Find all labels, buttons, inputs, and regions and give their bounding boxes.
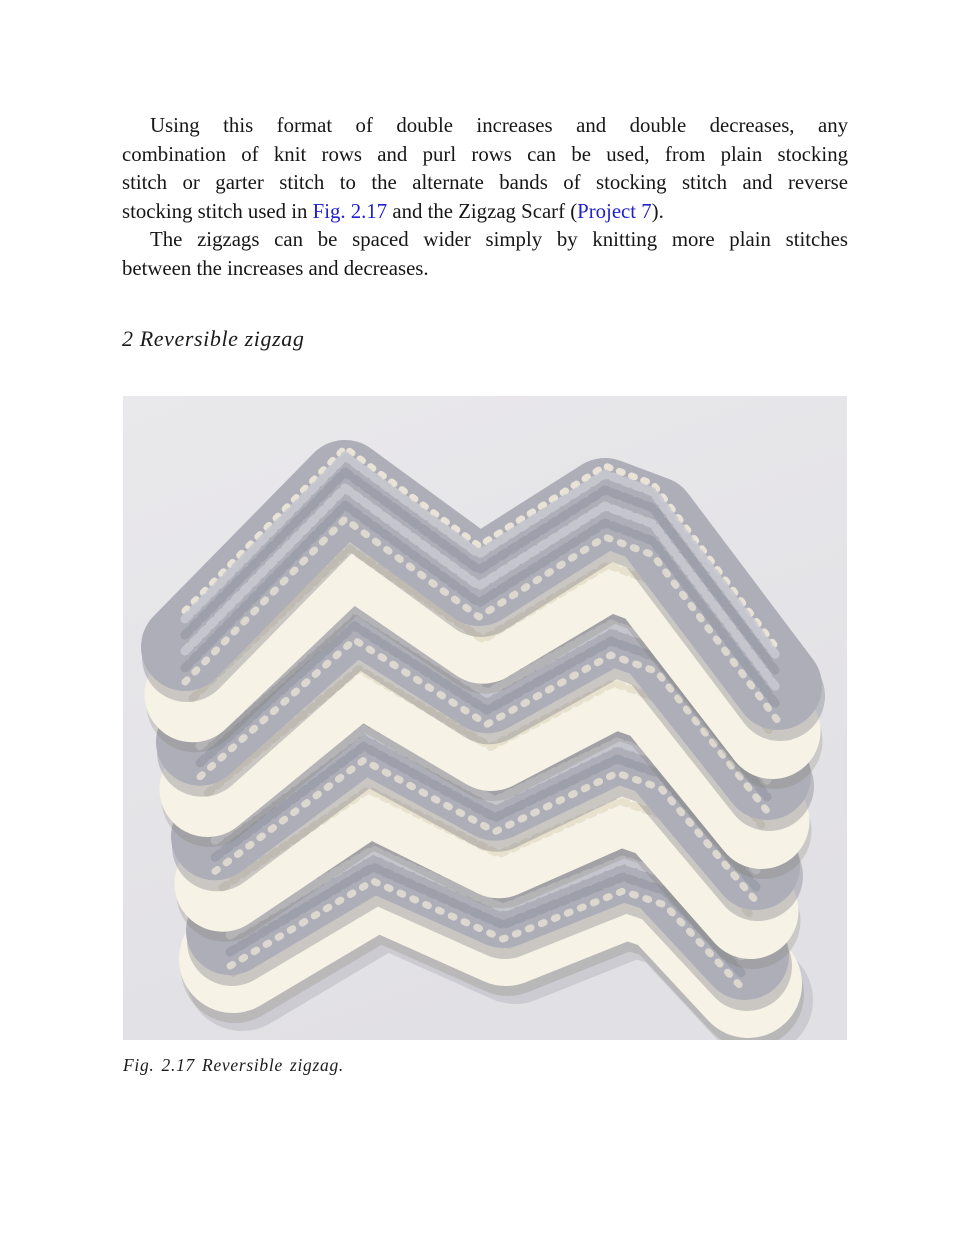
text-line: [122, 255, 848, 284]
text-segment: Using this format of double increases and double decreases, any: [150, 114, 848, 137]
knitting-photo-svg: [123, 396, 847, 1040]
text-line: [122, 112, 848, 141]
text-segment: ).: [651, 199, 664, 223]
section-heading: 2 Reversible zigzag: [122, 326, 305, 351]
text-segment: The zigzags can be spaced wider simply by knitting more plain stitches: [150, 228, 848, 251]
text-line: [122, 198, 848, 227]
cross-reference-link[interactable]: Project 7: [577, 199, 652, 223]
text-line: [122, 226, 848, 255]
figure-caption: Fig. 2.17 Reversible zigzag.: [123, 1055, 344, 1075]
text-segment: and the Zigzag Scarf (: [387, 199, 578, 223]
figure-2-17: [123, 396, 847, 1076]
text-line: [122, 169, 848, 198]
text-line: [122, 141, 848, 170]
text-segment: stocking stitch used in: [122, 199, 313, 223]
cross-reference-link[interactable]: Fig. 2.17: [312, 199, 388, 223]
text-segment: between the increases and decreases.: [122, 256, 429, 280]
text-segment: combination of knit rows and purl rows can be used, from plain stocking: [122, 142, 848, 166]
text-segment: stitch or garter stitch to the alternate bands of stocking stitch and reverse: [122, 171, 848, 194]
body-text: [122, 112, 848, 283]
knitting-photo: [123, 396, 847, 1040]
knitted-swatch: [185, 448, 780, 1000]
